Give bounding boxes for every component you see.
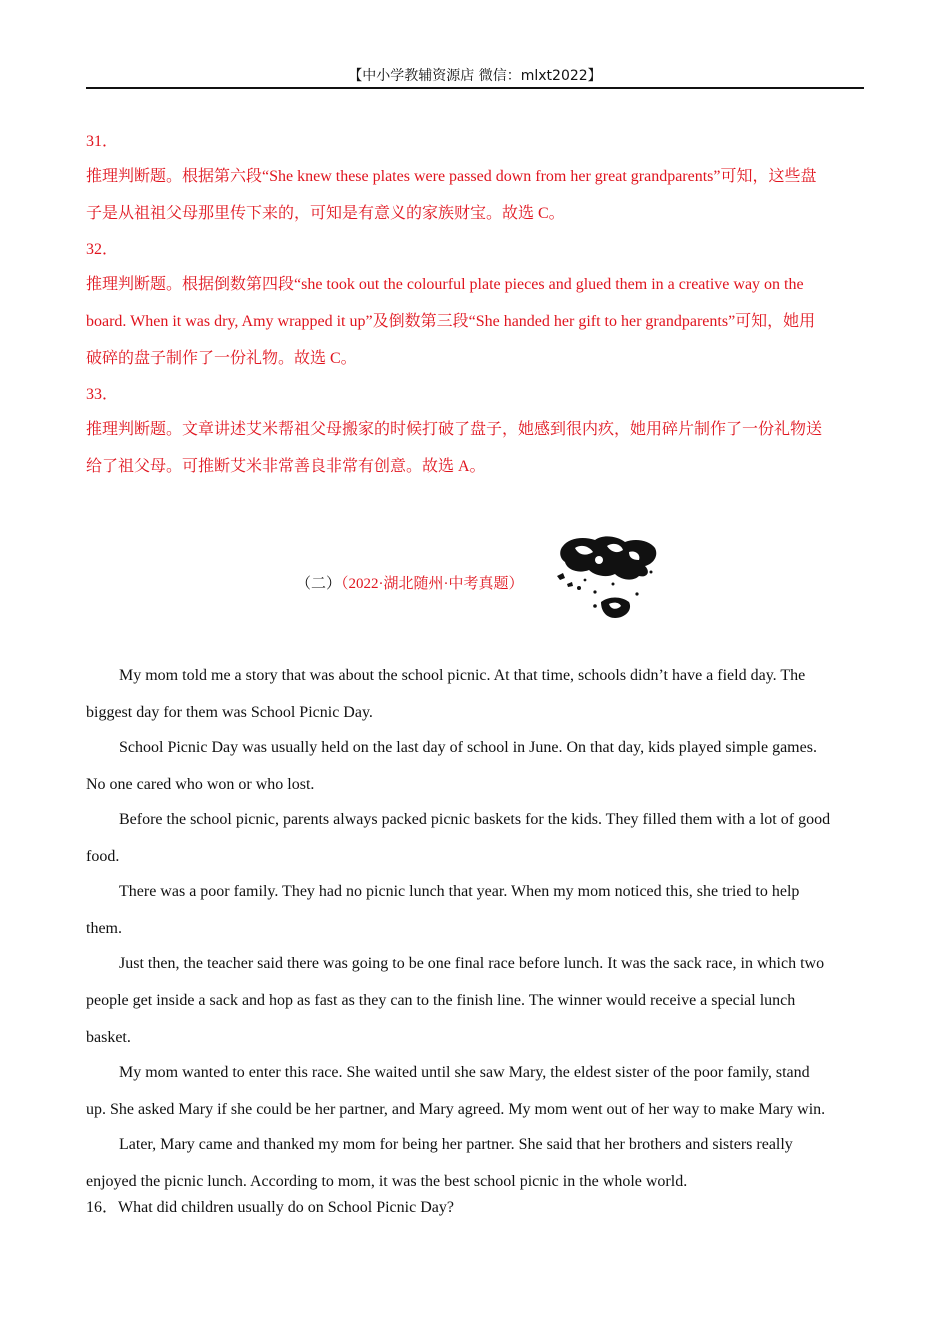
passage-5-line-1: Just then, the teacher said there was going to be one final race before lunch. It was the sack race, in which two [119, 955, 825, 972]
passage-3-line-1: Before the school picnic, parents always packed picnic baskets for the kids. They filled them with a lot of good [119, 811, 831, 828]
answer-31-number: 31． [86, 133, 119, 150]
passage-paragraph-5 [86, 945, 866, 1056]
section-source: （2022·湖北随州·中考真题） [341, 576, 524, 592]
section-prefix: （二） [296, 576, 342, 592]
passage-1-line-2: biggest day for them was School Picnic Day. [86, 704, 373, 721]
answer-33-line-1: 推理判断题。文章讲述艾米帮祖父母搬家的时候打破了盘子，她感到很内疚，她用碎片制作了一份礼物送 [86, 421, 823, 438]
passage-3-line-2: food. [86, 848, 120, 865]
answer-31-line-2: 子是从祖祖父母那里传下来的，可知是有意义的家族财宝。故选 C。 [86, 205, 565, 222]
passage-paragraph-7 [86, 1126, 866, 1200]
passage-1-line-1: My mom told me a story that was about the school picnic. At that time, schools didn’t have a field day. The [119, 667, 806, 684]
answer-32-number: 32． [86, 241, 119, 258]
passage-paragraph-3 [86, 801, 866, 875]
passage-paragraph-4 [86, 873, 866, 947]
passage-4-line-2: them. [86, 920, 122, 937]
passage-paragraph-1 [86, 657, 866, 731]
passage-6-line-1: My mom wanted to enter this race. She waited until she saw Mary, the eldest sister of the poor family, stand [119, 1064, 810, 1081]
answer-33-line-2: 给了祖父母。可推断艾米非常善良非常有创意。故选 A。 [86, 458, 486, 475]
answer-32-line-2: board. When it was dry, Amy wrapped it up”及倒数第三段“She handed her gift to her grandparents”可知，她用 [86, 313, 816, 330]
answer-32-line-1: 推理判断题。根据倒数第四段“she took out the colourful plate pieces and glued them in a creative way on the [86, 276, 804, 293]
section-title [296, 572, 524, 593]
question-16-number: 16． [86, 1199, 119, 1216]
answer-31-line-1: 推理判断题。根据第六段“She knew these plates were passed down from her great grandparents”可知，这些盘 [86, 168, 817, 185]
passage-2-line-2: No one cared who won or who lost. [86, 776, 315, 793]
passage-2-line-1: School Picnic Day was usually held on the last day of school in June. On that day, kids played simple games. [119, 739, 817, 756]
page-header: 【中小学教辅资源店 微信：mlxt2022】 [348, 68, 602, 84]
passage-paragraph-6 [86, 1054, 866, 1128]
passage-6-line-2: up. She asked Mary if she could be her partner, and Mary agreed. My mom went out of her way to make Mary win. [86, 1101, 826, 1118]
question-16 [86, 1198, 866, 1218]
answer-32-line-3: 破碎的盘子制作了一份礼物。故选 C。 [86, 350, 357, 367]
passage-5-line-3: basket. [86, 1029, 131, 1046]
passage-5-line-2: people get inside a sack and hop as fast as they can to the finish line. The winner would receive a special lunch [86, 992, 796, 1009]
passage-7-line-2: enjoyed the picnic lunch. According to mom, it was the best school picnic in the whole world. [86, 1173, 688, 1190]
header-rule [86, 87, 864, 89]
question-16-text: What did children usually do on School Picnic Day? [118, 1199, 454, 1216]
passage-7-line-1: Later, Mary came and thanked my mom for being her partner. She said that her brothers and sisters really [119, 1136, 793, 1153]
passage-paragraph-2 [86, 729, 866, 803]
passage-4-line-1: There was a poor family. They had no picnic lunch that year. When my mom noticed this, she tried to help [119, 883, 800, 900]
answer-33-number: 33． [86, 386, 119, 403]
ink-stamp-image [555, 532, 663, 624]
